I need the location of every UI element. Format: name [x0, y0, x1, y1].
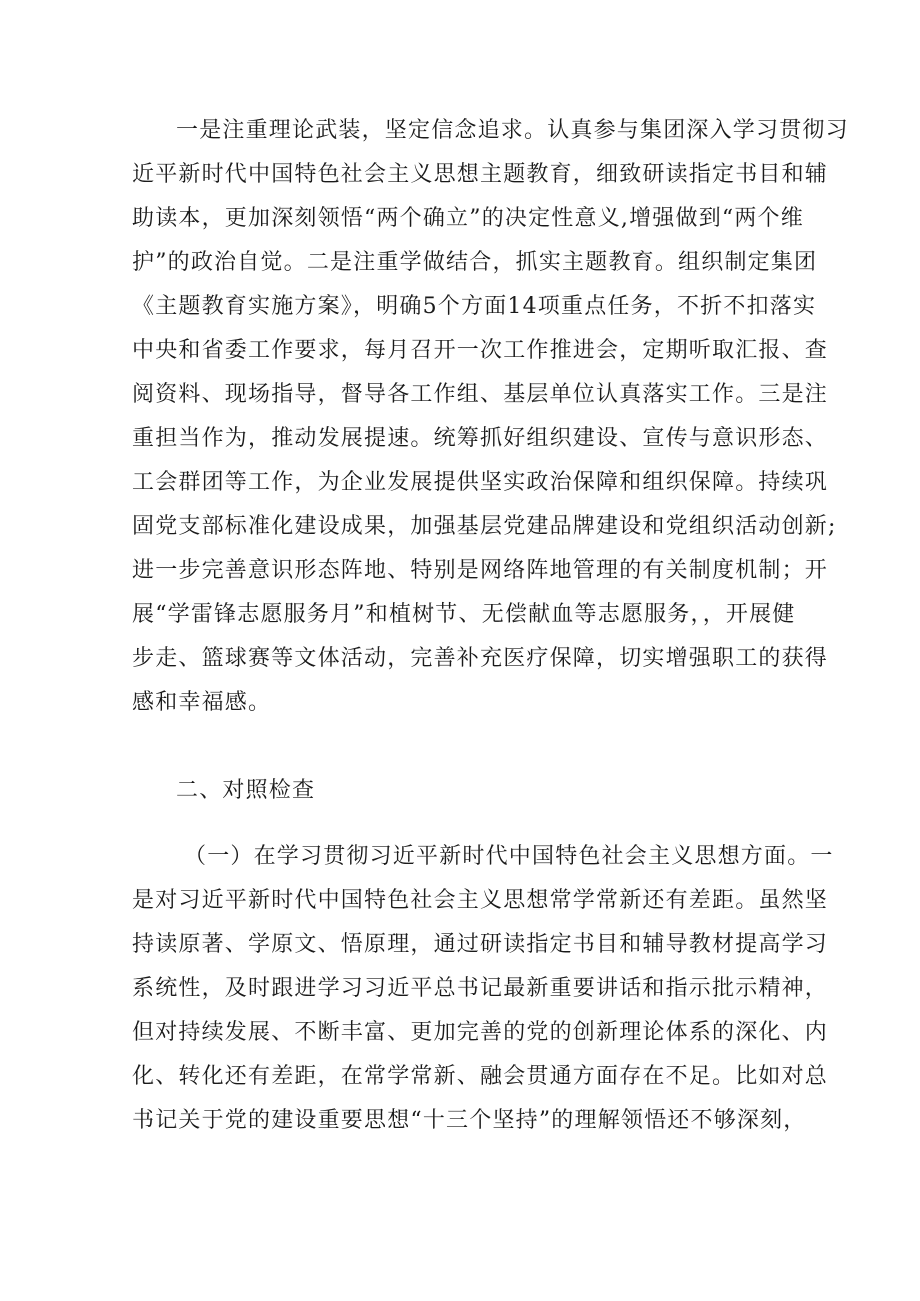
paragraph-line: 重担当作为，推动发展提速。统筹抓好组织建设、宣传与意识形态、 — [132, 426, 829, 451]
paragraph-line: 近平新时代中国特色社会主义思想主题教育，细致研读指定书目和辅 — [132, 162, 829, 187]
paragraph-line: 感和幸福感。 — [132, 690, 272, 715]
paragraph-line: 一是注重理论武装，坚定信念追求。认真参与集团深入学习贯彻习 — [176, 118, 849, 143]
paragraph-line: 中央和省委工作要求，每月召开一次工作推进会，定期听取汇报、查 — [132, 338, 829, 363]
paragraph-line: 书记关于党的建设重要思想“十三个坚持”的理解领悟还不够深刻， — [132, 1108, 807, 1133]
paragraph-line: 步走、篮球赛等文体活动，完善补充医疗保障，切实增强职工的获得 — [132, 646, 829, 671]
paragraph-line: 固党支部标准化建设成果，加强基层党建品牌建设和党组织活动创新; — [132, 514, 837, 539]
paragraph-line: 阅资料、现场指导，督导各工作组、基层单位认真落实工作。三是注 — [132, 382, 829, 407]
paragraph-line: 化、转化还有差距，在常学常新、融会贯通方面存在不足。比如对总 — [132, 1064, 829, 1089]
paragraph-line: 展“学雷锋志愿服务月”和植树节、无偿献血等志愿服务，，开展健 — [132, 602, 796, 627]
paragraph-line: （一）在学习贯彻习近平新时代中国特色社会主义思想方面。一 — [184, 844, 834, 869]
paragraph-line: 《主题教育实施方案》，明确5个方面14项重点任务，不折不扣落实 — [132, 294, 817, 319]
paragraph-line: 但对持续发展、不断丰富、更加完善的党的创新理论体系的深化、内 — [132, 1020, 829, 1045]
paragraph-line: 是对习近平新时代中国特色社会主义思想常学常新还有差距。虽然坚 — [132, 888, 829, 913]
paragraph-line: 护”的政治自觉。二是注重学做结合，抓实主题教育。组织制定集团 — [132, 250, 818, 275]
paragraph-line: 系统性，及时跟进学习习近平总书记最新重要讲话和指示批示精神， — [132, 976, 829, 1001]
paragraph-line: 进一步完善意识形态阵地、特别是网络阵地管理的有关制度机制；开 — [132, 558, 829, 583]
section-heading: 二、对照检查 — [176, 778, 316, 803]
paragraph-line: 助读本，更加深刻领悟“两个确立”的决定性意义,增强做到“两个维 — [132, 206, 804, 231]
paragraph-line: 持读原著、学原文、悟原理，通过研读指定书目和辅导教材提高学习 — [132, 932, 829, 957]
paragraph-line: 工会群团等工作，为企业发展提供坚实政治保障和组织保障。持续巩 — [132, 470, 829, 495]
